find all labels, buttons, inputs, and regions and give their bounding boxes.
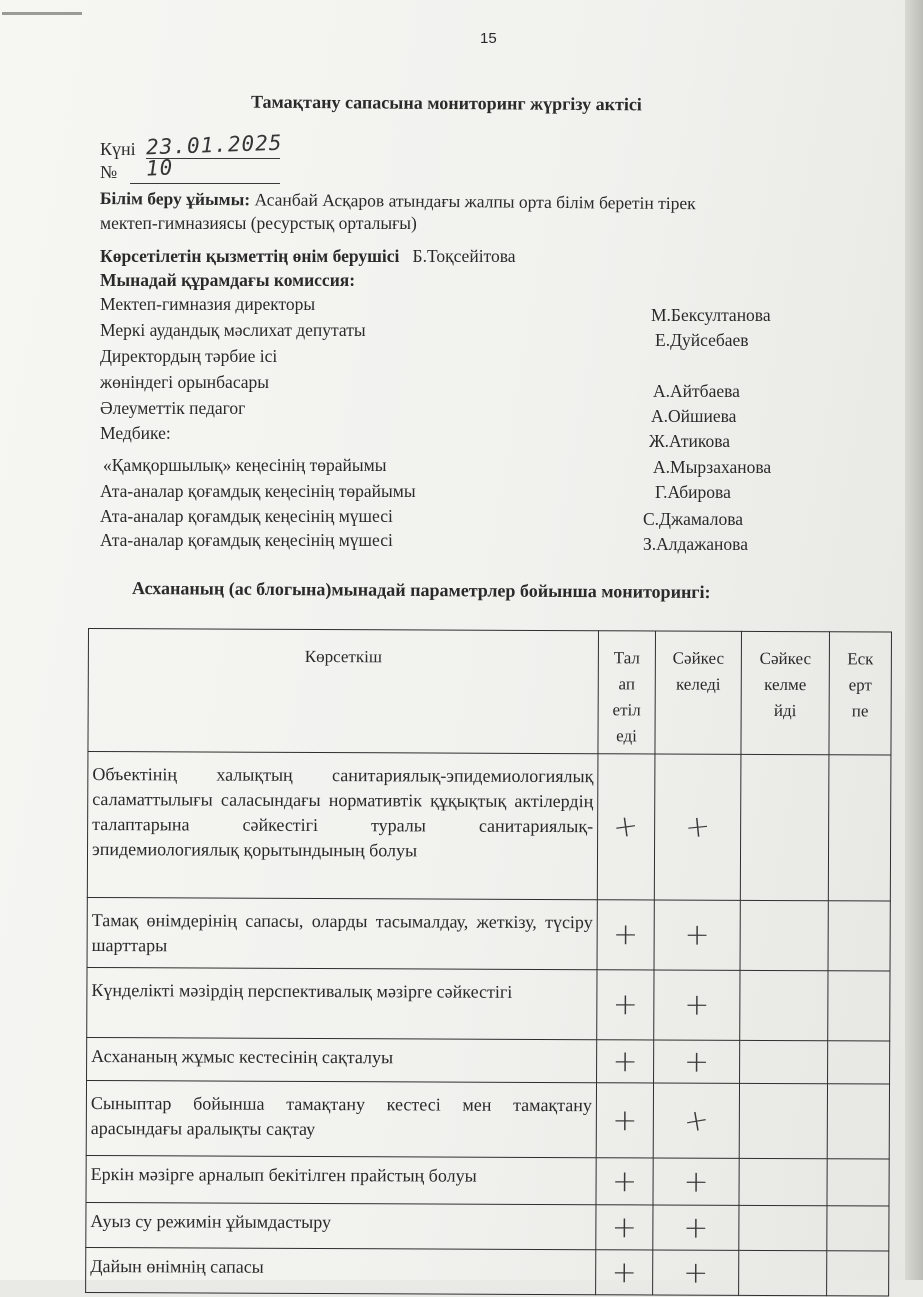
organization-line1 bbox=[100, 188, 696, 214]
header-note-3: пе bbox=[851, 701, 869, 721]
header-compliant-2: келеді bbox=[675, 674, 721, 694]
number-label: № bbox=[100, 162, 118, 182]
section-title: Асхананың (ас блогына)мынадай параметрлер бойынша мониторингі: bbox=[131, 577, 711, 603]
date-handwritten: 23.01.2025 bbox=[145, 130, 283, 160]
row-required-mark bbox=[596, 1250, 653, 1295]
row-compliant-mark bbox=[654, 900, 740, 970]
mark: + bbox=[683, 1210, 709, 1246]
row-note-cell bbox=[827, 1251, 889, 1296]
provider-value: Б.Тоқсейітова bbox=[412, 246, 516, 266]
row-required-mark bbox=[596, 1158, 653, 1205]
commission-name-5: А.Ойшиева bbox=[651, 406, 737, 426]
commission-role-4: жөніндегі орынбасары bbox=[100, 372, 270, 392]
header-note-1: Еск bbox=[847, 649, 874, 669]
table-row bbox=[86, 1155, 889, 1206]
row-required-mark bbox=[596, 1205, 653, 1250]
table-row bbox=[87, 967, 890, 1041]
table-row bbox=[86, 1080, 889, 1159]
header-required-4: еді bbox=[616, 726, 637, 746]
row-note-cell bbox=[827, 1084, 889, 1159]
table-row bbox=[87, 1037, 890, 1084]
row-required-mark bbox=[597, 1040, 654, 1083]
row-indicator: Тамақ өнімдерінің сапасы, оларды тасымалдау, жеткізу, түсіру шарттары bbox=[87, 897, 597, 969]
row-compliant-mark bbox=[653, 1158, 739, 1205]
page-edge-shadow bbox=[905, 0, 923, 1280]
mark: + bbox=[613, 917, 639, 953]
monitoring-table bbox=[85, 628, 892, 1297]
header-noncompliant-2: келме bbox=[764, 674, 807, 695]
organization-label: Білім беру ұйымы: bbox=[99, 188, 251, 210]
row-note-cell bbox=[827, 1159, 889, 1206]
mark: + bbox=[611, 807, 641, 846]
commission-role-8: Ата-аналар қоғамдық кеңесінің төрайымы bbox=[100, 481, 416, 501]
commission-name-6: Ж.Атикова bbox=[649, 431, 730, 451]
mark: + bbox=[611, 1254, 637, 1290]
mark: + bbox=[684, 987, 710, 1023]
row-indicator: Еркін мәзірге арналып бекітілген прайстың болуы bbox=[86, 1155, 596, 1204]
mark: + bbox=[611, 1209, 638, 1245]
table-header-row bbox=[88, 629, 892, 756]
header-compliant-1: Сәйкес bbox=[672, 648, 725, 668]
header-noncompliant bbox=[741, 631, 830, 754]
number-handwritten: 10 bbox=[145, 155, 174, 181]
page-number: 15 bbox=[480, 30, 497, 47]
row-required-mark bbox=[597, 970, 654, 1040]
mark: + bbox=[683, 808, 712, 846]
mark: + bbox=[612, 1102, 638, 1138]
row-required-mark bbox=[597, 900, 654, 970]
row-noncompliant-cell bbox=[740, 900, 828, 970]
organization-value-1: Асанбай Асқаров атындағы жалпы орта білім беретін тірек bbox=[254, 189, 696, 214]
header-compliant bbox=[655, 631, 742, 754]
commission-role-5: Әлеуметтік педагог bbox=[100, 398, 246, 418]
row-indicator: Сыныптар бойынша тамақтану кестесі мен тамақтану арасындағы аралықты сақтау bbox=[86, 1080, 596, 1157]
mark: + bbox=[680, 1101, 712, 1141]
mark: + bbox=[684, 917, 710, 953]
mark: + bbox=[611, 1163, 638, 1199]
row-noncompliant-cell bbox=[740, 1040, 828, 1083]
row-indicator: Ауыз су режимін ұйымдастыру bbox=[86, 1202, 596, 1249]
commission-role-6: Медбике: bbox=[100, 423, 171, 443]
commission-role-10: Ата-аналар қоғамдық кеңесінің мүшесі bbox=[100, 530, 393, 550]
row-note-cell bbox=[828, 971, 890, 1041]
row-compliant-mark bbox=[653, 1250, 739, 1295]
table-row bbox=[87, 752, 891, 902]
row-indicator: Объектінің халықтың санитариялық-эпидемиологиялық саламаттылығы саласындағы нормативтік құқықтық актілердің талаптарына сәйкестігі туралы санитариялық-эпидемиологиялық қорытындының болуы bbox=[87, 752, 598, 900]
corner-mark bbox=[2, 4, 82, 15]
row-compliant-mark bbox=[654, 754, 741, 900]
commission-role-7: «Қамқоршылық» кеңесінің төрайымы bbox=[103, 455, 387, 475]
commission-heading: Мынадай құрамдағы комиссия: bbox=[100, 270, 356, 290]
row-indicator: Күнделікті мәзірдің перспективалық мәзірге сәйкестігі bbox=[87, 967, 597, 1039]
row-required-mark bbox=[596, 1083, 653, 1158]
row-note-cell bbox=[827, 1206, 889, 1251]
header-required-2: ап bbox=[618, 674, 636, 694]
provider-line bbox=[100, 246, 516, 267]
header-indicator-text: Көрсеткіш bbox=[304, 646, 382, 667]
header-required bbox=[598, 631, 656, 754]
table-row bbox=[86, 1202, 889, 1251]
commission-name-1: М.Бексултанова bbox=[651, 305, 771, 325]
header-note-2: ерт bbox=[848, 675, 872, 695]
table-row bbox=[87, 897, 890, 971]
mark: + bbox=[612, 1043, 638, 1079]
mark: + bbox=[683, 1164, 709, 1200]
row-noncompliant-cell bbox=[739, 1158, 827, 1205]
row-compliant-mark bbox=[653, 1083, 739, 1158]
provider-label: Көрсетілетін қызметтің өнім берушісі bbox=[100, 246, 400, 266]
row-note-cell bbox=[828, 1041, 890, 1084]
commission-name-10: З.Алдажанова bbox=[643, 534, 748, 554]
row-noncompliant-cell bbox=[740, 970, 828, 1040]
row-compliant-mark bbox=[654, 970, 740, 1040]
date-label: Күні bbox=[100, 139, 136, 159]
commission-role-3: Директордың тәрбие ісі bbox=[100, 346, 278, 366]
commission-name-4: А.Айтбаева bbox=[653, 381, 740, 401]
commission-name-2: Е.Дуйсебаев bbox=[655, 330, 749, 350]
header-required-3: етіл bbox=[612, 700, 641, 720]
commission-role-9: Ата-аналар қоғамдық кеңесінің мүшесі bbox=[100, 506, 393, 526]
number-underline bbox=[130, 183, 280, 184]
row-noncompliant-cell bbox=[739, 1205, 827, 1250]
commission-role-2: Меркі аудандық мәслихат депутаты bbox=[100, 320, 366, 340]
commission-name-9: С.Джамалова bbox=[643, 509, 744, 529]
document-title: Тамақтану сапасына мониторинг жүргізу актісі bbox=[250, 91, 642, 115]
header-required-1: Тал bbox=[613, 648, 640, 668]
row-note-cell bbox=[828, 901, 890, 971]
row-note-cell bbox=[828, 755, 891, 901]
row-indicator: Дайын өнімнің сапасы bbox=[86, 1247, 596, 1294]
row-compliant-mark bbox=[653, 1205, 739, 1250]
mark: + bbox=[612, 987, 638, 1023]
header-note bbox=[829, 632, 892, 755]
header-noncompliant-3: йді bbox=[773, 700, 797, 721]
commission-name-7: А.Мырзаханова bbox=[653, 457, 772, 477]
header-indicator bbox=[88, 629, 599, 754]
commission-name-8: Г.Абирова bbox=[655, 482, 731, 502]
row-indicator: Асхананың жұмыс кестесінің сақталуы bbox=[87, 1037, 597, 1082]
table-row bbox=[86, 1247, 889, 1296]
row-required-mark bbox=[597, 754, 655, 900]
row-noncompliant-cell bbox=[739, 1083, 827, 1158]
commission-role-1: Мектеп-гимназия директоры bbox=[100, 294, 316, 314]
row-compliant-mark bbox=[654, 1040, 740, 1083]
row-noncompliant-cell bbox=[739, 1250, 827, 1295]
mark: + bbox=[683, 1044, 710, 1080]
mark: + bbox=[683, 1255, 709, 1291]
organization-value-2: мектеп-гимназиясы (ресурстық орталығы) bbox=[100, 213, 417, 233]
header-noncompliant-1: Сәйкес bbox=[759, 648, 812, 669]
row-noncompliant-cell bbox=[740, 754, 829, 900]
